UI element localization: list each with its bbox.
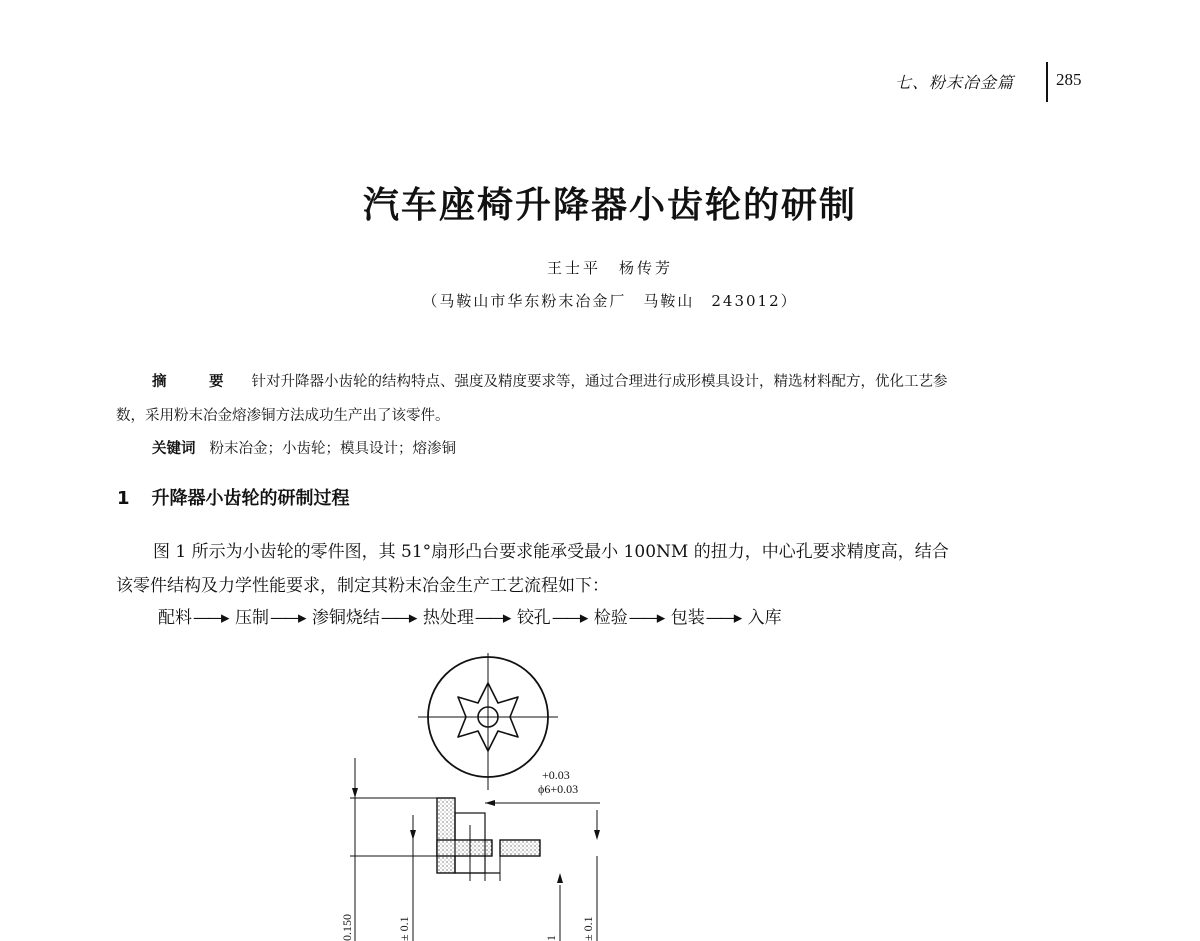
- gear-section-view: [437, 798, 540, 881]
- abstract-text-line1: 针对升降器小齿轮的结构特点、强度及精度要求等，通过合理进行成形模具设计，精选材料配方，优化工艺参: [251, 374, 948, 390]
- keywords: [152, 437, 456, 458]
- step-dimension: 1: [544, 935, 558, 941]
- flow-step: 渗铜烧结: [311, 608, 380, 628]
- affiliation: （马鞍山市华东粉末冶金厂 马鞍山 243012）: [422, 292, 798, 310]
- section-heading: [117, 484, 350, 510]
- header-divider: [1046, 62, 1048, 102]
- boss-tolerance: ± 0.1: [581, 916, 595, 941]
- pinion-part-drawing: [310, 645, 640, 941]
- flow-step: 入库: [747, 608, 782, 628]
- running-header-section: 七、粉末冶金篇: [895, 73, 1015, 92]
- body-paragraph-line2: 该零件结构及力学性能要求，制定其粉末冶金生产工艺流程如下：: [116, 576, 609, 596]
- abstract-text-line2: 数，采用粉末冶金熔渗铜方法成功生产出了该零件。: [116, 408, 450, 424]
- flow-step: 铰孔: [516, 608, 551, 628]
- abstract-label: 摘 要: [152, 374, 238, 390]
- bore-dimension: ϕ6+0.03: [538, 782, 579, 796]
- keywords-text: 粉末冶金；小齿轮；模具设计；熔渗铜: [209, 441, 456, 457]
- flow-arrow-icon: ——▸: [474, 608, 509, 628]
- gear-top-view: [418, 653, 558, 790]
- process-flow: [158, 603, 782, 628]
- flow-step: 压制: [234, 608, 269, 628]
- section-number: 1: [117, 488, 130, 509]
- flow-arrow-icon: ——▸: [705, 608, 740, 628]
- bore-tolerance-upper: +0.03: [542, 768, 570, 782]
- height-dimension: 0.150: [340, 914, 354, 941]
- section-title: 升降器小齿轮的研制过程: [151, 488, 350, 509]
- keywords-label: 关键词: [152, 441, 196, 457]
- flange-tolerance: ± 0.1: [397, 916, 411, 941]
- page-number: 285: [1056, 70, 1082, 89]
- flow-arrow-icon: ——▸: [193, 608, 227, 628]
- abstract: [152, 370, 948, 391]
- flow-arrow-icon: ——▸: [269, 608, 304, 628]
- flow-step: 配料: [158, 608, 192, 628]
- authors: 王士平 杨传芳: [546, 259, 673, 277]
- flow-step: 热处理: [422, 608, 474, 628]
- paper-title: 汽车座椅升降器小齿轮的研制: [362, 185, 857, 226]
- body-paragraph-line1: 图 1 所示为小齿轮的零件图，其 51°扇形凸台要求能承受最小 100NM 的扭力，中心孔要求精度高，结合: [153, 542, 949, 562]
- flow-arrow-icon: ——▸: [551, 608, 586, 628]
- flow-arrow-icon: ——▸: [628, 608, 663, 628]
- flow-step: 检验: [593, 608, 628, 628]
- flow-step: 包装: [670, 608, 705, 628]
- flow-arrow-icon: ——▸: [380, 608, 415, 628]
